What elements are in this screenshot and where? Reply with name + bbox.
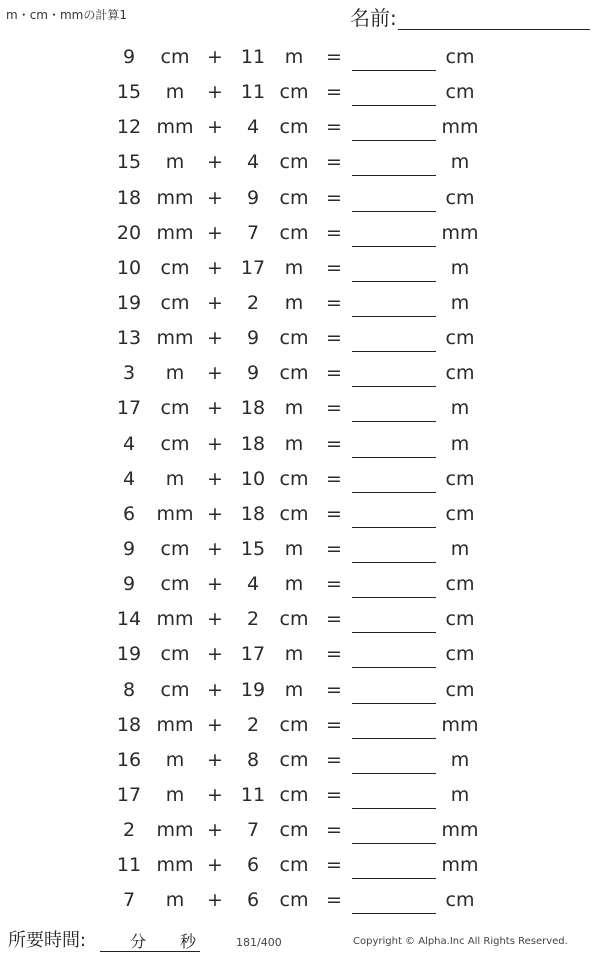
name-field xyxy=(350,6,590,32)
answer-blank[interactable] xyxy=(352,703,436,704)
answer-blank[interactable] xyxy=(352,246,436,247)
first-unit: cm xyxy=(160,678,190,701)
answer-unit: cm xyxy=(445,186,475,209)
first-unit: m xyxy=(165,81,185,104)
equals-sign: = xyxy=(326,362,342,385)
problem-row xyxy=(0,637,600,672)
answer-unit: cm xyxy=(445,467,475,490)
first-unit: mm xyxy=(156,502,194,525)
plus-sign: + xyxy=(207,467,223,490)
first-number: 7 xyxy=(122,889,136,912)
equals-sign: = xyxy=(326,819,342,842)
second-number: 6 xyxy=(246,854,260,877)
second-number: 18 xyxy=(240,432,266,455)
answer-blank[interactable] xyxy=(352,913,436,914)
problem-row xyxy=(0,778,600,813)
second-number: 15 xyxy=(240,537,266,560)
plus-sign: + xyxy=(207,854,223,877)
equals-sign: = xyxy=(326,748,342,771)
second-number: 18 xyxy=(240,502,266,525)
first-unit: mm xyxy=(156,221,194,244)
plus-sign: + xyxy=(207,783,223,806)
plus-sign: + xyxy=(207,256,223,279)
second-unit: cm xyxy=(279,783,309,806)
answer-unit: m xyxy=(450,537,470,560)
first-number: 4 xyxy=(122,467,136,490)
answer-blank[interactable] xyxy=(352,843,436,844)
second-number: 4 xyxy=(246,116,260,139)
equals-sign: = xyxy=(326,81,342,104)
problem-row xyxy=(0,145,600,180)
plus-sign: + xyxy=(207,889,223,912)
second-number: 4 xyxy=(246,151,260,174)
problem-row xyxy=(0,497,600,532)
problem-row xyxy=(0,708,600,743)
plus-sign: + xyxy=(207,748,223,771)
second-unit: m xyxy=(284,432,304,455)
first-number: 15 xyxy=(116,81,142,104)
second-number: 2 xyxy=(246,608,260,631)
first-unit: cm xyxy=(160,432,190,455)
second-unit: cm xyxy=(279,608,309,631)
first-number: 14 xyxy=(116,608,142,631)
problem-row xyxy=(0,462,600,497)
equals-sign: = xyxy=(326,327,342,350)
second-unit: cm xyxy=(279,748,309,771)
name-write-line xyxy=(398,29,590,30)
answer-blank[interactable] xyxy=(352,105,436,106)
answer-unit: m xyxy=(450,256,470,279)
answer-unit: m xyxy=(450,748,470,771)
plus-sign: + xyxy=(207,432,223,455)
second-number: 8 xyxy=(246,748,260,771)
copyright-notice: Copyright © Alpha.Inc All Rights Reserved. xyxy=(353,936,568,947)
plus-sign: + xyxy=(207,362,223,385)
first-number: 9 xyxy=(122,46,136,68)
first-number: 19 xyxy=(116,643,142,666)
second-unit: cm xyxy=(279,362,309,385)
first-number: 4 xyxy=(122,432,136,455)
second-number: 11 xyxy=(240,46,266,68)
second-number: 4 xyxy=(246,573,260,596)
second-number: 6 xyxy=(246,889,260,912)
equals-sign: = xyxy=(326,502,342,525)
answer-blank[interactable] xyxy=(352,140,436,141)
first-number: 19 xyxy=(116,291,142,314)
equals-sign: = xyxy=(326,643,342,666)
first-number: 18 xyxy=(116,713,142,736)
answer-blank[interactable] xyxy=(352,808,436,809)
first-number: 8 xyxy=(122,678,136,701)
answer-blank[interactable] xyxy=(352,562,436,563)
second-unit: m xyxy=(284,573,304,596)
first-number: 16 xyxy=(116,748,142,771)
second-number: 11 xyxy=(240,81,266,104)
problem-row xyxy=(0,391,600,426)
first-number: 6 xyxy=(122,502,136,525)
second-number: 7 xyxy=(246,819,260,842)
first-unit: mm xyxy=(156,116,194,139)
time-required-label: 所要時間: xyxy=(8,930,87,951)
answer-unit: m xyxy=(450,291,470,314)
answer-blank[interactable] xyxy=(352,878,436,879)
plus-sign: + xyxy=(207,608,223,631)
answer-blank[interactable] xyxy=(352,386,436,387)
second-unit: cm xyxy=(279,854,309,877)
plus-sign: + xyxy=(207,116,223,139)
answer-unit: cm xyxy=(445,573,475,596)
plus-sign: + xyxy=(207,678,223,701)
answer-unit: cm xyxy=(445,362,475,385)
first-unit: cm xyxy=(160,291,190,314)
second-unit: cm xyxy=(279,819,309,842)
first-unit: m xyxy=(165,362,185,385)
answer-blank[interactable] xyxy=(352,175,436,176)
equals-sign: = xyxy=(326,467,342,490)
second-number: 9 xyxy=(246,362,260,385)
first-unit: m xyxy=(165,151,185,174)
second-number: 2 xyxy=(246,291,260,314)
problem-list xyxy=(0,40,600,919)
equals-sign: = xyxy=(326,537,342,560)
first-unit: cm xyxy=(160,256,190,279)
first-unit: m xyxy=(165,889,185,912)
plus-sign: + xyxy=(207,151,223,174)
first-number: 11 xyxy=(116,854,142,877)
second-unit: cm xyxy=(279,221,309,244)
problem-row xyxy=(0,848,600,883)
equals-sign: = xyxy=(326,608,342,631)
plus-sign: + xyxy=(207,186,223,209)
equals-sign: = xyxy=(326,889,342,912)
name-label: 名前: xyxy=(350,6,397,30)
second-unit: cm xyxy=(279,713,309,736)
answer-blank[interactable] xyxy=(352,773,436,774)
first-number: 17 xyxy=(116,397,142,420)
answer-unit: mm xyxy=(441,854,479,877)
answer-blank[interactable] xyxy=(352,316,436,317)
first-number: 9 xyxy=(122,537,136,560)
first-unit: cm xyxy=(160,46,190,68)
answer-unit: m xyxy=(450,397,470,420)
problem-row xyxy=(0,286,600,321)
second-number: 18 xyxy=(240,397,266,420)
plus-sign: + xyxy=(207,537,223,560)
answer-blank[interactable] xyxy=(352,527,436,528)
answer-unit: cm xyxy=(445,502,475,525)
second-number: 10 xyxy=(240,467,266,490)
equals-sign: = xyxy=(326,116,342,139)
plus-sign: + xyxy=(207,397,223,420)
worksheet-title: m・cm・mmの計算1 xyxy=(6,8,127,22)
answer-blank[interactable] xyxy=(352,738,436,739)
problem-row xyxy=(0,567,600,602)
second-unit: cm xyxy=(279,116,309,139)
answer-blank[interactable] xyxy=(352,351,436,352)
second-number: 7 xyxy=(246,221,260,244)
page-number: 181/400 xyxy=(236,936,282,949)
first-number: 18 xyxy=(116,186,142,209)
equals-sign: = xyxy=(326,713,342,736)
second-label: 秒 xyxy=(180,932,197,951)
answer-blank[interactable] xyxy=(352,70,436,71)
answer-blank[interactable] xyxy=(352,421,436,422)
equals-sign: = xyxy=(326,46,342,68)
first-unit: mm xyxy=(156,327,194,350)
answer-unit: cm xyxy=(445,327,475,350)
first-number: 9 xyxy=(122,573,136,596)
problem-row xyxy=(0,883,600,918)
second-unit: cm xyxy=(279,81,309,104)
second-unit: m xyxy=(284,291,304,314)
plus-sign: + xyxy=(207,643,223,666)
second-number: 2 xyxy=(246,713,260,736)
first-unit: mm xyxy=(156,608,194,631)
equals-sign: = xyxy=(326,256,342,279)
answer-blank[interactable] xyxy=(352,281,436,282)
answer-blank[interactable] xyxy=(352,492,436,493)
answer-unit: mm xyxy=(441,116,479,139)
plus-sign: + xyxy=(207,81,223,104)
second-unit: cm xyxy=(279,186,309,209)
problem-row xyxy=(0,110,600,145)
second-number: 17 xyxy=(240,256,266,279)
footer xyxy=(0,926,600,957)
second-unit: m xyxy=(284,678,304,701)
problem-row xyxy=(0,216,600,251)
answer-unit: cm xyxy=(445,678,475,701)
first-number: 15 xyxy=(116,151,142,174)
first-number: 10 xyxy=(116,256,142,279)
answer-unit: mm xyxy=(441,819,479,842)
first-unit: m xyxy=(165,783,185,806)
answer-unit: cm xyxy=(445,81,475,104)
equals-sign: = xyxy=(326,432,342,455)
equals-sign: = xyxy=(326,573,342,596)
second-unit: cm xyxy=(279,467,309,490)
first-unit: m xyxy=(165,748,185,771)
answer-blank[interactable] xyxy=(352,632,436,633)
second-number: 19 xyxy=(240,678,266,701)
problem-row xyxy=(0,75,600,110)
answer-unit: cm xyxy=(445,889,475,912)
first-unit: cm xyxy=(160,643,190,666)
second-unit: cm xyxy=(279,151,309,174)
answer-blank[interactable] xyxy=(352,211,436,212)
answer-blank[interactable] xyxy=(352,667,436,668)
plus-sign: + xyxy=(207,46,223,68)
plus-sign: + xyxy=(207,819,223,842)
second-unit: m xyxy=(284,643,304,666)
minute-label: 分 xyxy=(130,932,147,951)
problem-row xyxy=(0,321,600,356)
first-unit: m xyxy=(165,467,185,490)
first-unit: cm xyxy=(160,397,190,420)
second-unit: m xyxy=(284,46,304,68)
problem-row xyxy=(0,673,600,708)
first-number: 3 xyxy=(122,362,136,385)
problem-row xyxy=(0,40,600,75)
first-unit: mm xyxy=(156,186,194,209)
answer-unit: mm xyxy=(441,713,479,736)
second-number: 9 xyxy=(246,327,260,350)
problem-row xyxy=(0,532,600,567)
second-number: 17 xyxy=(240,643,266,666)
first-unit: mm xyxy=(156,854,194,877)
answer-blank[interactable] xyxy=(352,457,436,458)
plus-sign: + xyxy=(207,327,223,350)
answer-blank[interactable] xyxy=(352,597,436,598)
plus-sign: + xyxy=(207,502,223,525)
first-number: 20 xyxy=(116,221,142,244)
equals-sign: = xyxy=(326,291,342,314)
problem-row xyxy=(0,181,600,216)
equals-sign: = xyxy=(326,221,342,244)
second-unit: cm xyxy=(279,889,309,912)
plus-sign: + xyxy=(207,713,223,736)
problem-row xyxy=(0,356,600,391)
plus-sign: + xyxy=(207,573,223,596)
second-number: 11 xyxy=(240,783,266,806)
answer-unit: m xyxy=(450,151,470,174)
first-unit: cm xyxy=(160,573,190,596)
answer-unit: cm xyxy=(445,643,475,666)
problem-row xyxy=(0,251,600,286)
problem-row xyxy=(0,602,600,637)
first-unit: mm xyxy=(156,819,194,842)
plus-sign: + xyxy=(207,291,223,314)
second-number: 9 xyxy=(246,186,260,209)
equals-sign: = xyxy=(326,186,342,209)
plus-sign: + xyxy=(207,221,223,244)
problem-row xyxy=(0,813,600,848)
first-number: 12 xyxy=(116,116,142,139)
second-unit: m xyxy=(284,256,304,279)
equals-sign: = xyxy=(326,783,342,806)
second-unit: m xyxy=(284,397,304,420)
first-unit: cm xyxy=(160,537,190,560)
first-number: 17 xyxy=(116,783,142,806)
equals-sign: = xyxy=(326,854,342,877)
second-unit: m xyxy=(284,537,304,560)
first-unit: mm xyxy=(156,713,194,736)
problem-row xyxy=(0,427,600,462)
answer-unit: mm xyxy=(441,221,479,244)
problem-row xyxy=(0,743,600,778)
answer-unit: m xyxy=(450,783,470,806)
first-number: 13 xyxy=(116,327,142,350)
second-unit: cm xyxy=(279,502,309,525)
first-number: 2 xyxy=(122,819,136,842)
answer-unit: cm xyxy=(445,608,475,631)
second-unit: cm xyxy=(279,327,309,350)
equals-sign: = xyxy=(326,678,342,701)
equals-sign: = xyxy=(326,151,342,174)
answer-unit: m xyxy=(450,432,470,455)
equals-sign: = xyxy=(326,397,342,420)
answer-unit: cm xyxy=(445,46,475,68)
